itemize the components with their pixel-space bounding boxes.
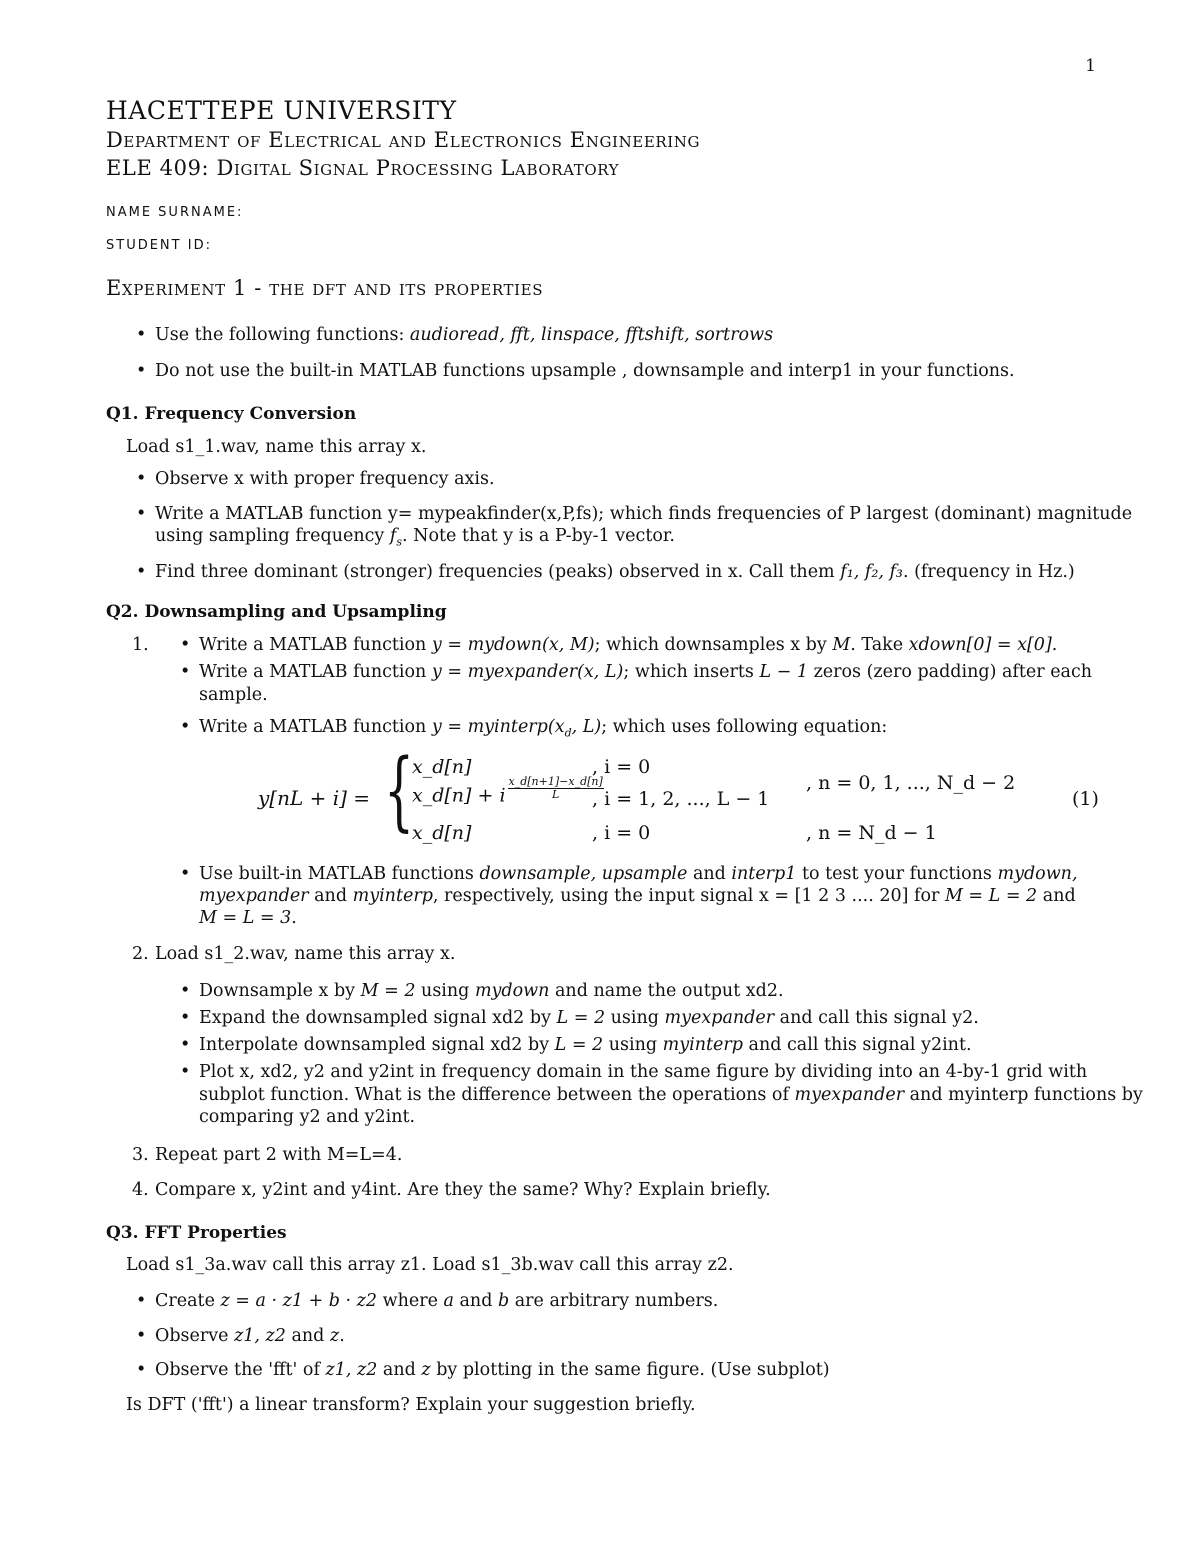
q2-bullet-expand: • Expand the downsampled signal xd2 by L = 2 using myexpander and call this signal y2. [180,1008,979,1028]
equation-number: (1) [1072,788,1099,810]
equation-cond3: , i = 0 [592,822,651,844]
q2-item3-text: Repeat part 2 with M=L=4. [155,1145,403,1165]
department-title: Department of Electrical and Electronics Engineering [106,128,701,152]
course-title: ELE 409: Digital Signal Processing Laboratory [106,156,620,180]
q2-bullet-mydown: • Write a MATLAB function y = mydown(x, M); which downsamples x by M. Take xdown[0] = x[0]. [180,635,1057,655]
q3-bullet-create: • Create z = a · z1 + b · z2 where a and b are arbitrary numbers. [136,1291,718,1311]
equation-range2: , n = N_d − 1 [806,822,937,844]
q1-load-text: Load s1_1.wav, name this array x. [126,437,427,457]
q2-item3-number: 3. [132,1145,149,1165]
equation-cond1: , i = 0 [592,756,651,778]
equation-row3: x_d[n] [412,822,472,844]
q1-bullet-observe: • Observe x with proper frequency axis. [136,469,495,489]
q3-bullet-fft: • Observe the 'fft' of z1, z2 and z by plotting in the same figure. (Use subplot) [136,1360,830,1380]
intro-bullet-functions: • Use the following functions: audioread, fft, linspace, fftshift, sortrows [136,325,773,345]
q2-bullet-plot-line2: subplot function. What is the difference between the operations of myexpander and myinterp functions by [199,1085,1143,1105]
q1-bullet-peakfinder: • Write a MATLAB function y= mypeakfinder(x,P,fs); which finds frequencies of P largest (dominant) magnitude [136,504,1132,524]
q3-heading: Q3. FFT Properties [106,1223,287,1243]
q2-item2-number: 2. [132,944,149,964]
q3-load-text: Load s1_3a.wav call this array z1. Load s1_3b.wav call this array z2. [126,1255,734,1275]
q2-heading: Q2. Downsampling and Upsampling [106,602,447,622]
q1-bullet-peakfinder-line2: using sampling frequency $f_s$. Note that y is a P-by-1 vector. [155,526,675,549]
q2-item4-text: Compare x, y2int and y4int. Are they the same? Why? Explain briefly. [155,1180,771,1200]
equation-range1: , n = 0, 1, ..., N_d − 2 [806,772,1016,794]
page-number: 1 [1085,56,1096,76]
equation-row2: x_d[n] + i $\frac{x\_d[n+1]-x\_d[n]}{L}$ [412,775,603,807]
name-surname-label: NAME SURNAME: [106,205,244,220]
equation-row1: x_d[n] [412,756,472,778]
q2-bullet-myinterp: • Write a MATLAB function $y = myinterp(x_d$, L); which uses following equation: [180,717,887,740]
q1-heading: Q1. Frequency Conversion [106,404,357,424]
equation-frac-den: L [551,788,560,801]
q2-bullet-builtin-test: • Use built-in MATLAB functions downsample, upsample and interp1 to test your functions mydown, [180,864,1078,884]
q2-bullet-interpolate: • Interpolate downsampled signal xd2 by L = 2 using myinterp and call this signal y2int. [180,1035,972,1055]
equation-cond2: , i = 1, 2, ..., L − 1 [592,788,770,810]
q1-bullet-dominant: • Find three dominant (stronger) frequencies (peaks) observed in x. Call them f₁, f₂, f₃. (frequency in Hz.) [136,562,1075,582]
student-id-label: STUDENT ID: [106,238,212,253]
q2-item1-number: 1. [132,635,149,655]
equation-brace: { [384,741,415,841]
q2-bullet-downsample: • Downsample x by M = 2 using mydown and name the output xd2. [180,981,784,1001]
q2-bullet-plot-line3: comparing y2 and y2int. [199,1107,416,1127]
equation-lhs: y[nL + i] = [258,786,371,810]
equation-frac-num: x_d[n+1]−x_d[n] [508,775,603,788]
q2-bullet-plot: • Plot x, xd2, y2 and y2int in frequency domain in the same figure by dividing into an 4-by-1 grid with [180,1062,1087,1082]
q2-bullet-builtin-test-line2: myexpander and myinterp, respectively, using the input signal x = [1 2 3 .... 20] for M = L = 2 and [199,886,1076,906]
q2-bullet-myexpander-line2: sample. [199,685,268,705]
q3-question: Is DFT ('fft') a linear transform? Explain your suggestion briefly. [126,1395,696,1415]
q2-bullet-builtin-test-line3: M = L = 3. [199,908,297,928]
experiment-title: Experiment 1 - the dft and its properties [106,276,544,300]
q2-item2-text: Load s1_2.wav, name this array x. [155,944,456,964]
q2-bullet-myexpander: • Write a MATLAB function y = myexpander(x, L); which inserts L − 1 zeros (zero padding) after each [180,662,1092,682]
university-title: HACETTEPE UNIVERSITY [106,96,457,125]
intro-bullet-restriction: • Do not use the built-in MATLAB functions upsample , downsample and interp1 in your functions. [136,361,1015,381]
q3-bullet-observe: • Observe z1, z2 and z. [136,1326,345,1346]
interpolation-equation [0,741,1200,848]
q2-item4-number: 4. [132,1180,149,1200]
